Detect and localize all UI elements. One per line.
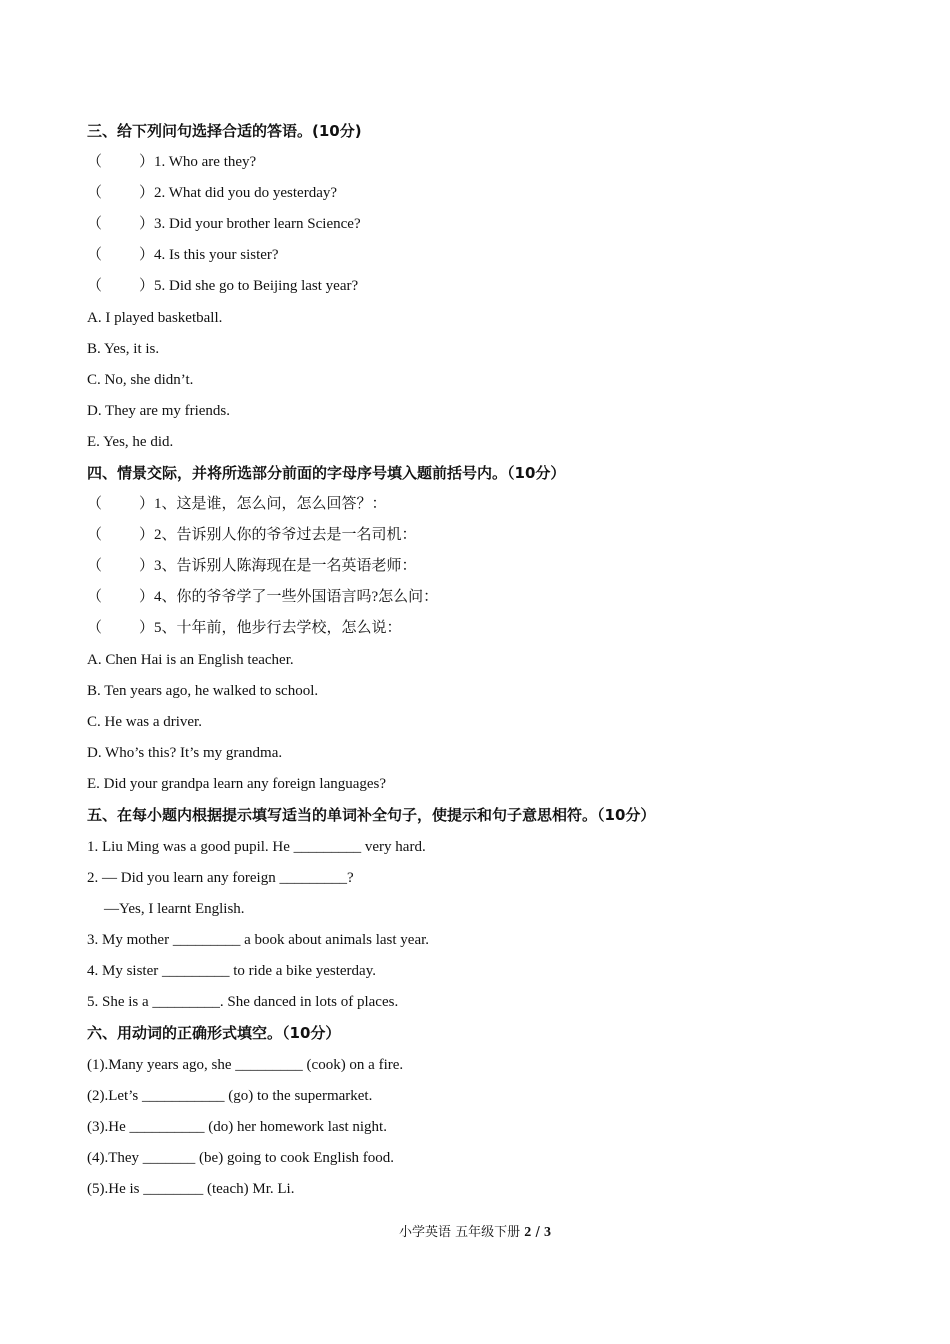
answer-paren-close: ） [139,620,155,636]
s4-question-5 [87,616,402,640]
s6-item-2: (2).Let’s ___________ (go) to the supermarket. [87,1088,373,1104]
answer-paren-open: （ [87,527,103,543]
answer-paren-open: （ [87,558,103,574]
s3-option-c: C. No, she didn’t. [87,372,194,388]
answer-paren-open: （ [87,620,103,636]
section-5-title: 五、在每小题内根据提示填写适当的单词补全句子，使提示和句子意思相符。（10分） [87,806,656,824]
s3-option-e: E. Yes, he did. [87,434,174,450]
s3-option-a: A. I played basketball. [87,310,223,326]
answer-paren-open: （ [87,589,103,605]
s5-item-1: 1. Liu Ming was a good pupil. He _________ very hard. [87,839,426,855]
answer-paren-open: （ [87,154,103,170]
answer-paren-close: ） [139,558,155,574]
s4-option-c: C. He was a driver. [87,714,202,730]
answer-paren-open: （ [87,247,103,263]
s4-option-a: A. Chen Hai is an English teacher. [87,652,294,668]
s3-question-2 [87,181,337,205]
s5-item-3: 3. My mother _________ a book about animals last year. [87,932,430,948]
s5-item-5: 5. She is a _________. She danced in lots of places. [87,994,399,1010]
answer-paren-open: （ [87,496,103,512]
s6-item-1: (1).Many years ago, she _________ (cook) on a fire. [87,1057,404,1073]
answer-paren-close: ） [139,154,155,170]
question-text: 5、十年前，他步行去学校，怎么说： [154,620,402,636]
answer-paren-close: ） [139,185,155,201]
s4-question-2 [87,523,417,547]
s4-question-3 [87,554,417,578]
s3-question-3 [87,212,361,236]
answer-paren-close: ） [139,527,155,543]
s6-item-5: (5).He is ________ (teach) Mr. Li. [87,1181,295,1197]
answer-paren-close: ） [139,589,155,605]
answer-paren-close: ） [139,247,155,263]
s3-option-b: B. Yes, it is. [87,341,160,357]
question-text: 2、告诉别人你的爷爷过去是一名司机： [154,527,417,543]
s3-question-5 [87,274,358,298]
footer-text: 小学英语 五年级下册 [399,1225,521,1240]
question-text: 4. Is this your sister? [154,247,279,263]
question-text: 3. Did your brother learn Science? [154,216,361,232]
question-text: 1、这是谁，怎么问，怎么回答？： [154,496,387,512]
s4-option-e: E. Did your grandpa learn any foreign languages? [87,776,387,792]
s3-option-d: D. They are my friends. [87,403,231,419]
question-text: 5. Did she go to Beijing last year? [154,278,359,294]
answer-paren-close: ） [139,216,155,232]
s4-option-b: B. Ten years ago, he walked to school. [87,683,319,699]
page-number: 2 [524,1225,532,1240]
page-total: 3 [543,1225,551,1240]
s3-question-1 [87,150,256,174]
s6-item-4: (4).They _______ (be) going to cook English food. [87,1150,395,1166]
question-text: 3、告诉别人陈海现在是一名英语老师： [154,558,417,574]
s4-question-1 [87,492,387,516]
s4-option-d: D. Who’s this? It’s my grandma. [87,745,283,761]
question-text: 4、你的爷爷学了一些外国语言吗?怎么问： [154,589,439,605]
s6-item-3: (3).He __________ (do) her homework last night. [87,1119,387,1135]
question-text: 1. Who are they? [154,154,257,170]
question-text: 2. What did you do yesterday? [154,185,338,201]
page-footer [0,1222,950,1244]
s5-item-2-reply: —Yes, I learnt English. [104,901,245,917]
section-6-title: 六、用动词的正确形式填空。（10分） [87,1024,341,1042]
section-3-title: 三、给下列问句选择合适的答语。(10分) [87,122,362,140]
page-separator: / [535,1225,540,1240]
s5-item-2: 2. — Did you learn any foreign _________? [87,870,354,886]
s5-item-4: 4. My sister _________ to ride a bike yesterday. [87,963,376,979]
answer-paren-open: （ [87,185,103,201]
s4-question-4 [87,585,438,609]
s3-question-4 [87,243,279,267]
answer-paren-open: （ [87,278,103,294]
answer-paren-close: ） [139,496,155,512]
answer-paren-close: ） [139,278,155,294]
section-4-title: 四、情景交际，并将所选部分前面的字母序号填入题前括号内。（10分） [87,464,566,482]
answer-paren-open: （ [87,216,103,232]
